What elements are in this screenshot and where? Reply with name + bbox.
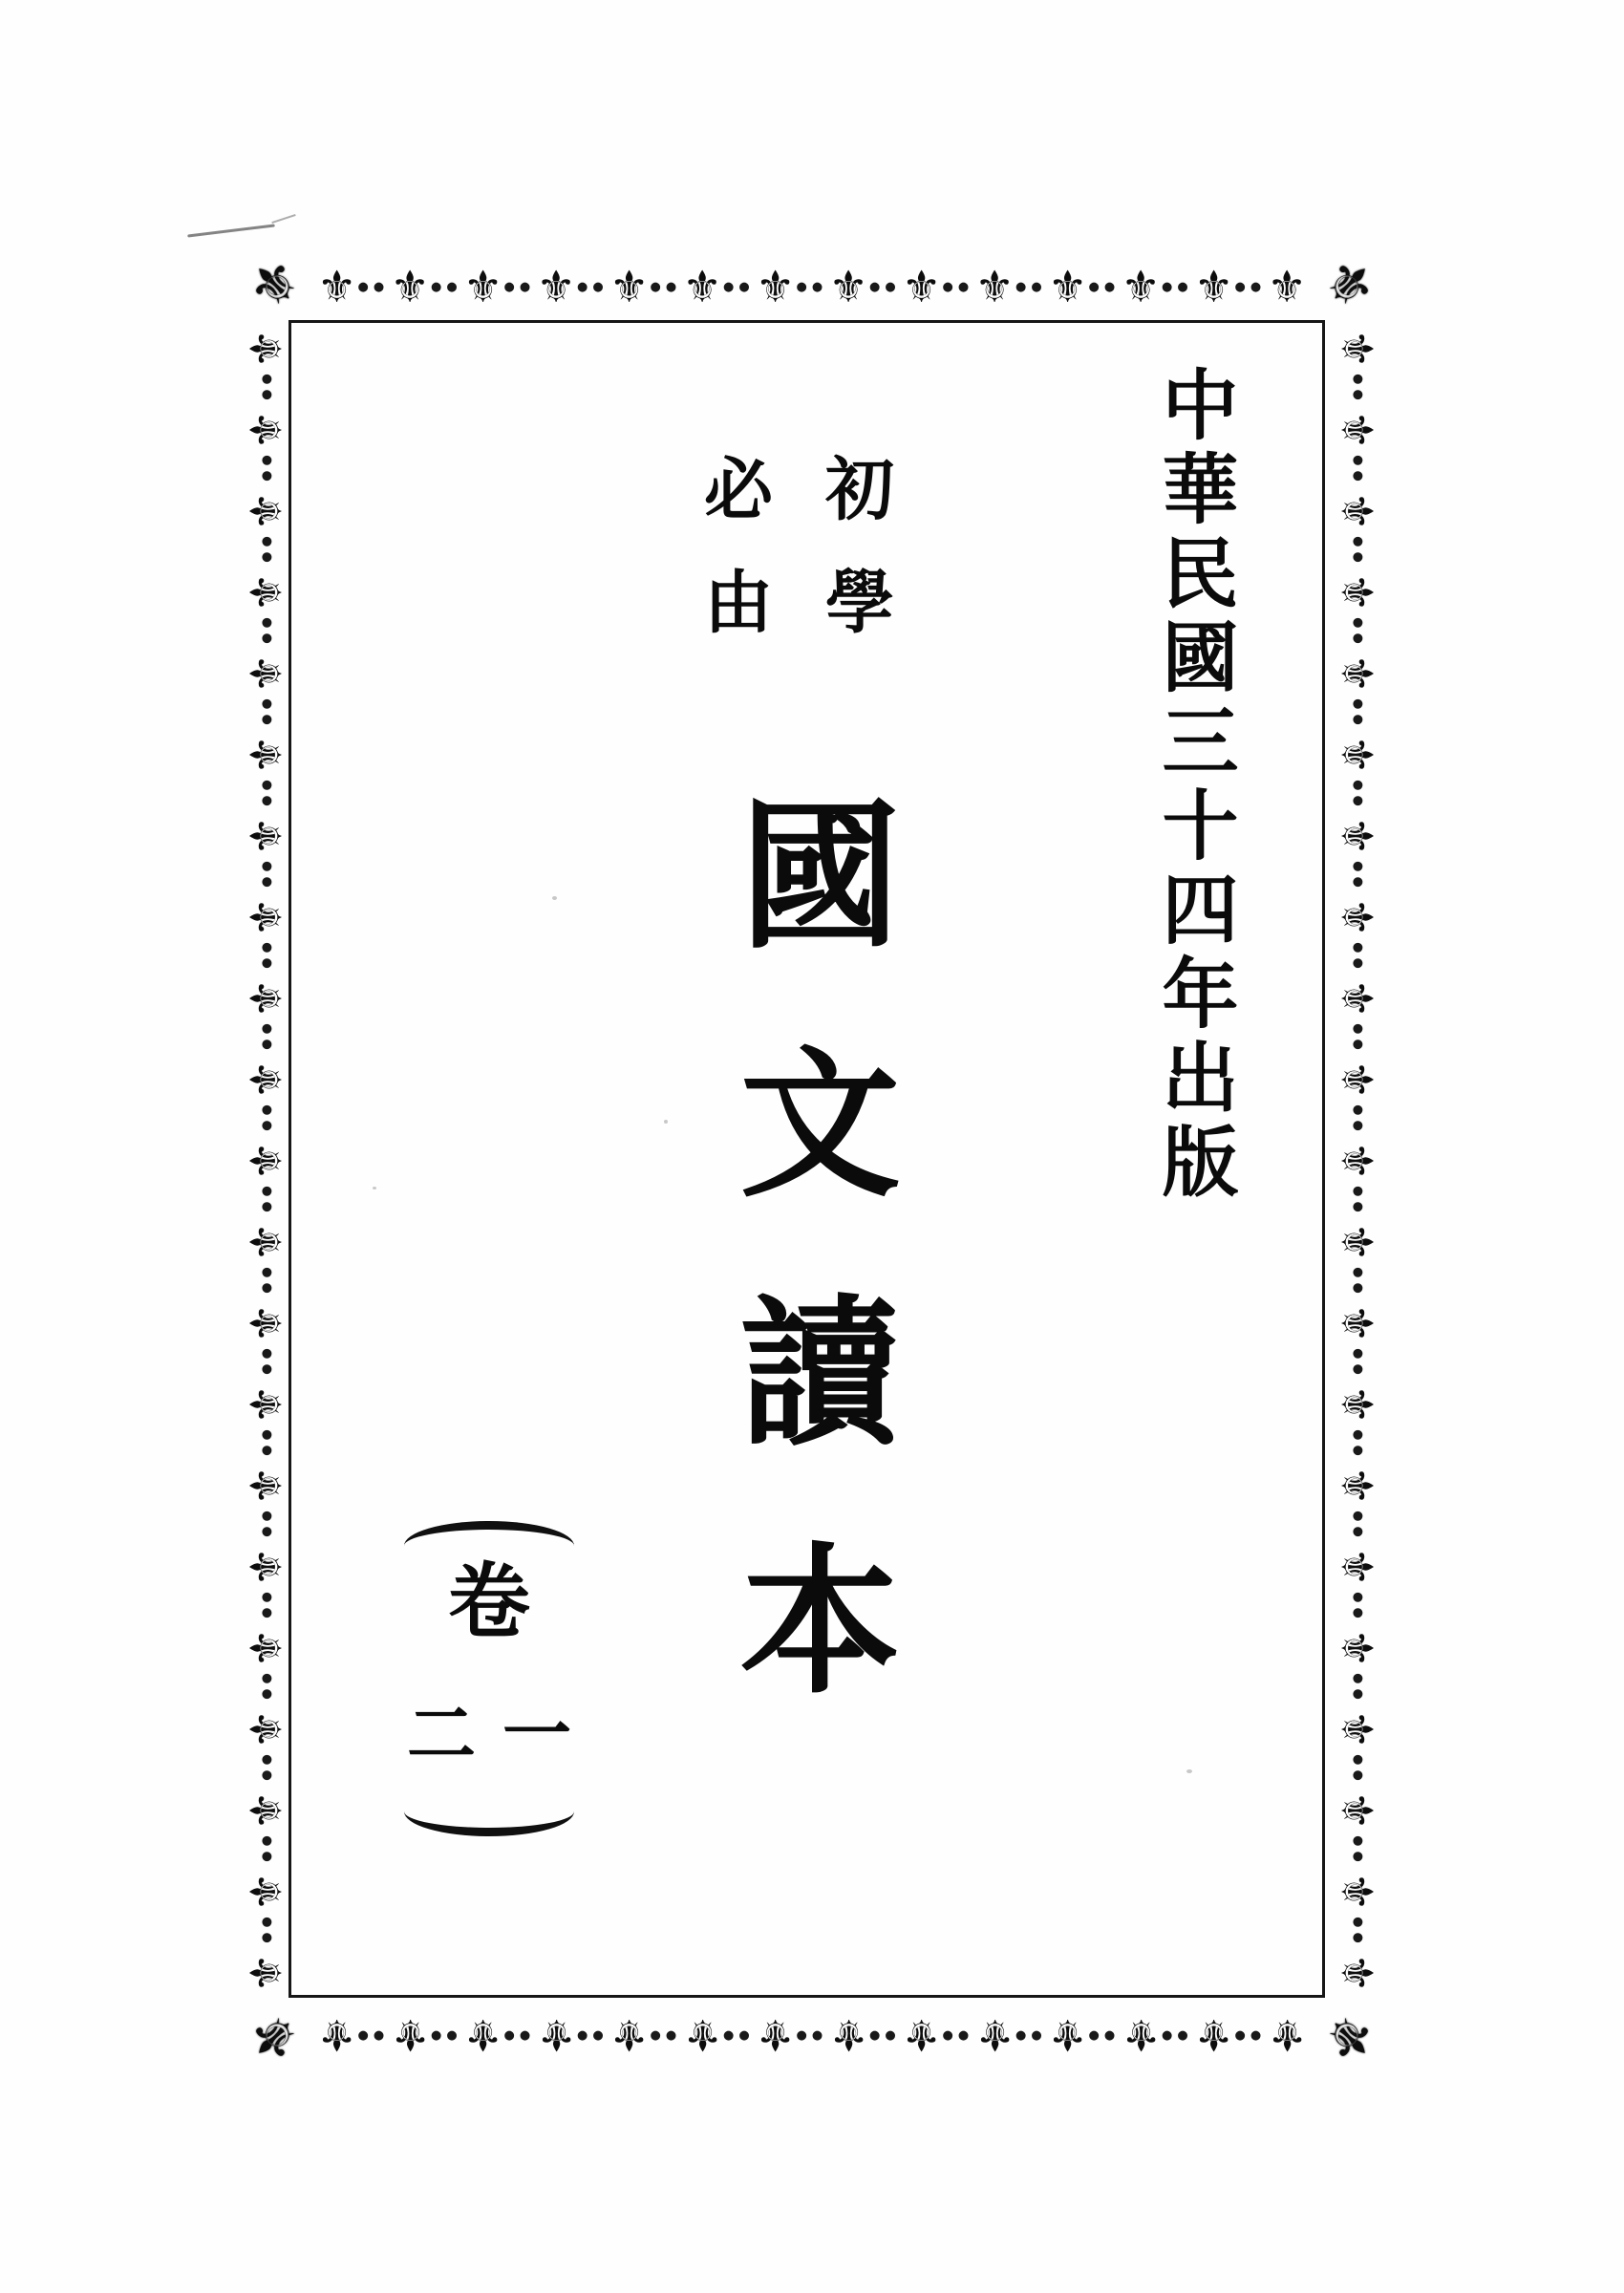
dot-pair-icon: ●● xyxy=(259,861,274,892)
dot-pair-icon: ●● xyxy=(431,279,462,294)
dot-pair-icon: ●● xyxy=(259,1104,274,1136)
dot-pair-icon: ●● xyxy=(650,279,682,294)
dot-pair-icon: ●● xyxy=(1015,2027,1047,2043)
fleur-ornament-icon: ⚜ xyxy=(1048,261,1088,312)
corner-fleur-icon: ⚜ xyxy=(1307,1995,1391,2079)
dot-pair-icon: ●● xyxy=(259,374,274,405)
dot-pair-icon: ●● xyxy=(259,1592,274,1623)
fleur-ornament-icon: ⚜ xyxy=(241,1872,292,1912)
volume-label: 卷 xyxy=(448,1554,530,1650)
fleur-ornament-icon: ⚜ xyxy=(241,1141,292,1181)
fleur-ornament-icon: ⚜ xyxy=(1332,1872,1383,1912)
dot-pair-icon: ●● xyxy=(259,1835,274,1867)
dot-pair-icon: ●● xyxy=(503,279,536,294)
fleur-ornament-icon: ⚜ xyxy=(241,1953,292,1993)
volume-number-first: 一 xyxy=(502,1693,571,1774)
dot-pair-icon: ●● xyxy=(1350,780,1365,811)
fleur-ornament-icon: ⚜ xyxy=(1332,654,1383,694)
fleur-ornament-icon: ⚜ xyxy=(241,735,292,775)
fleur-ornament-icon: ⚜ xyxy=(241,491,292,531)
fleur-ornament-icon: ⚜ xyxy=(241,1060,292,1100)
dot-pair-icon: ●● xyxy=(1350,1186,1365,1217)
dot-pair-icon: ●● xyxy=(259,1186,274,1217)
fleur-ornament-icon: ⚜ xyxy=(1332,1547,1383,1587)
fleur-ornament-icon: ⚜ xyxy=(1332,572,1383,612)
dot-pair-icon: ●● xyxy=(796,2027,828,2043)
scan-speck xyxy=(664,1120,668,1124)
fleur-ornament-icon: ⚜ xyxy=(682,2009,722,2061)
border-band-left xyxy=(241,327,292,1995)
fleur-ornament-icon: ⚜ xyxy=(1332,735,1383,775)
fleur-ornament-icon: ⚜ xyxy=(1332,1953,1383,1993)
volume-numbers xyxy=(405,1693,573,1775)
fleur-ornament-icon: ⚜ xyxy=(241,654,292,694)
fleur-ornament-icon: ⚜ xyxy=(1048,2009,1088,2061)
fleur-ornament-icon: ⚜ xyxy=(390,2009,430,2061)
fleur-ornament-icon: ⚜ xyxy=(241,1222,292,1262)
fleur-ornament-icon: ⚜ xyxy=(1194,261,1234,312)
dot-pair-icon: ●● xyxy=(1088,2027,1121,2043)
dot-pair-icon: ●● xyxy=(1350,942,1365,974)
corner-fleur-icon: ⚜ xyxy=(233,243,317,327)
dot-pair-icon: ●● xyxy=(259,942,274,974)
fleur-ornament-icon: ⚜ xyxy=(1121,261,1161,312)
fleur-ornament-icon: ⚜ xyxy=(1332,1222,1383,1262)
dot-pair-icon: ●● xyxy=(259,780,274,811)
dot-pair-icon: ●● xyxy=(259,1267,274,1298)
vertical-open-paren-icon xyxy=(404,1521,574,1546)
fleur-ornament-icon: ⚜ xyxy=(241,1303,292,1343)
dot-pair-icon: ●● xyxy=(1350,536,1365,568)
fleur-ornament-icon: ⚜ xyxy=(536,2009,576,2061)
fleur-ornament-icon: ⚜ xyxy=(241,978,292,1018)
volume-marker xyxy=(401,1521,577,1836)
corner-fleur-icon: ⚜ xyxy=(233,1995,317,2079)
dot-pair-icon: ●● xyxy=(723,279,755,294)
dot-pair-icon: ●● xyxy=(1350,1104,1365,1136)
fleur-ornament-icon: ⚜ xyxy=(241,1628,292,1668)
fleur-ornament-icon: ⚜ xyxy=(1332,816,1383,856)
fleur-ornament-icon: ⚜ xyxy=(1332,491,1383,531)
fleur-ornament-icon: ⚜ xyxy=(1332,1466,1383,1506)
fleur-ornament-icon: ⚜ xyxy=(609,2009,650,2061)
dot-pair-icon: ●● xyxy=(1350,1917,1365,1948)
dot-pair-icon: ●● xyxy=(869,279,901,294)
fleur-ornament-icon: ⚜ xyxy=(1332,978,1383,1018)
fleur-ornament-icon: ⚜ xyxy=(756,261,796,312)
dot-pair-icon: ●● xyxy=(1350,1592,1365,1623)
border-band-right xyxy=(1332,327,1383,1995)
fleur-ornament-icon: ⚜ xyxy=(241,572,292,612)
dot-pair-icon: ●● xyxy=(1350,861,1365,892)
dot-pair-icon: ●● xyxy=(259,455,274,486)
subtitle xyxy=(693,453,915,678)
fleur-ornament-icon: ⚜ xyxy=(609,261,650,312)
dot-pair-icon: ●● xyxy=(259,1917,274,1948)
fleur-ornament-icon: ⚜ xyxy=(1332,1303,1383,1343)
fleur-ornament-icon: ⚜ xyxy=(902,261,942,312)
dot-pair-icon: ●● xyxy=(723,2027,755,2043)
fleur-ornament-icon: ⚜ xyxy=(682,261,722,312)
dot-pair-icon: ●● xyxy=(650,2027,682,2043)
dot-pair-icon: ●● xyxy=(577,2027,609,2043)
fleur-ornament-icon: ⚜ xyxy=(756,2009,796,2061)
fleur-ornament-icon: ⚜ xyxy=(1267,2009,1307,2061)
dot-pair-icon: ●● xyxy=(259,1348,274,1380)
dot-pair-icon: ●● xyxy=(1350,1429,1365,1461)
dot-pair-icon: ●● xyxy=(1162,279,1193,294)
dot-pair-icon: ●● xyxy=(259,536,274,568)
dot-pair-icon: ●● xyxy=(1350,1754,1365,1786)
subtitle-column-left: 必由 xyxy=(693,453,774,678)
fleur-ornament-icon: ⚜ xyxy=(1332,1628,1383,1668)
fleur-ornament-icon: ⚜ xyxy=(1332,410,1383,450)
fleur-ornament-icon: ⚜ xyxy=(974,2009,1015,2061)
pencil-mark xyxy=(271,214,295,224)
dot-pair-icon: ●● xyxy=(259,1754,274,1786)
dot-pair-icon: ●● xyxy=(1350,1023,1365,1055)
dot-pair-icon: ●● xyxy=(942,2027,974,2043)
dot-pair-icon: ●● xyxy=(1350,1673,1365,1704)
dot-pair-icon: ●● xyxy=(1015,279,1047,294)
page-title: 國文讀本 xyxy=(714,791,903,1785)
fleur-ornament-icon: ⚜ xyxy=(1332,329,1383,369)
border-band-bottom xyxy=(317,1999,1307,2071)
subtitle-column-right: 初學 xyxy=(814,453,895,678)
dot-pair-icon: ●● xyxy=(869,2027,901,2043)
border-band-top xyxy=(317,250,1307,323)
dot-pair-icon: ●● xyxy=(1350,617,1365,649)
dot-pair-icon: ●● xyxy=(796,279,828,294)
dot-pair-icon: ●● xyxy=(1350,698,1365,730)
fleur-ornament-icon: ⚜ xyxy=(463,261,503,312)
fleur-ornament-icon: ⚜ xyxy=(317,261,357,312)
fleur-ornament-icon: ⚜ xyxy=(1267,261,1307,312)
fleur-ornament-icon: ⚜ xyxy=(1332,1141,1383,1181)
fleur-ornament-icon: ⚜ xyxy=(317,2009,357,2061)
fleur-ornament-icon: ⚜ xyxy=(241,1466,292,1506)
dot-pair-icon: ●● xyxy=(259,1673,274,1704)
fleur-ornament-icon: ⚜ xyxy=(390,261,430,312)
fleur-ornament-icon: ⚜ xyxy=(241,410,292,450)
fleur-ornament-icon: ⚜ xyxy=(241,1384,292,1425)
dot-pair-icon: ●● xyxy=(1350,455,1365,486)
dot-pair-icon: ●● xyxy=(1234,2027,1267,2043)
dot-pair-icon: ●● xyxy=(1350,1835,1365,1867)
fleur-ornament-icon: ⚜ xyxy=(902,2009,942,2061)
dot-pair-icon: ●● xyxy=(1350,1267,1365,1298)
fleur-ornament-icon: ⚜ xyxy=(828,2009,868,2061)
dot-pair-icon: ●● xyxy=(1088,279,1121,294)
dot-pair-icon: ●● xyxy=(259,1429,274,1461)
fleur-ornament-icon: ⚜ xyxy=(536,261,576,312)
vertical-close-paren-icon xyxy=(404,1811,574,1836)
dot-pair-icon: ●● xyxy=(431,2027,462,2043)
dot-pair-icon: ●● xyxy=(1162,2027,1193,2043)
fleur-ornament-icon: ⚜ xyxy=(1332,1060,1383,1100)
fleur-ornament-icon: ⚜ xyxy=(828,261,868,312)
dot-pair-icon: ●● xyxy=(1234,279,1267,294)
fleur-ornament-icon: ⚜ xyxy=(1332,1384,1383,1425)
fleur-ornament-icon: ⚜ xyxy=(241,816,292,856)
scan-speck xyxy=(1186,1769,1192,1773)
scan-speck xyxy=(373,1187,376,1189)
fleur-ornament-icon: ⚜ xyxy=(1194,2009,1234,2061)
fleur-ornament-icon: ⚜ xyxy=(241,897,292,937)
scan-speck xyxy=(552,896,557,900)
dot-pair-icon: ●● xyxy=(259,1511,274,1542)
volume-number-second: 二 xyxy=(407,1693,477,1774)
dot-pair-icon: ●● xyxy=(1350,374,1365,405)
fleur-ornament-icon: ⚜ xyxy=(974,261,1015,312)
fleur-ornament-icon: ⚜ xyxy=(463,2009,503,2061)
fleur-ornament-icon: ⚜ xyxy=(241,1547,292,1587)
dot-pair-icon: ●● xyxy=(942,279,974,294)
dot-pair-icon: ●● xyxy=(503,2027,536,2043)
dot-pair-icon: ●● xyxy=(357,2027,390,2043)
dot-pair-icon: ●● xyxy=(259,617,274,649)
fleur-ornament-icon: ⚜ xyxy=(1332,1709,1383,1749)
fleur-ornament-icon: ⚜ xyxy=(1332,897,1383,937)
pencil-mark xyxy=(187,224,275,237)
fleur-ornament-icon: ⚜ xyxy=(241,329,292,369)
publication-note: 中華民國三十四年出版 xyxy=(1149,365,1239,1206)
dot-pair-icon: ●● xyxy=(259,1023,274,1055)
fleur-ornament-icon: ⚜ xyxy=(1332,1790,1383,1831)
corner-fleur-icon: ⚜ xyxy=(1307,243,1391,327)
dot-pair-icon: ●● xyxy=(1350,1348,1365,1380)
dot-pair-icon: ●● xyxy=(1350,1511,1365,1542)
fleur-ornament-icon: ⚜ xyxy=(241,1790,292,1831)
dot-pair-icon: ●● xyxy=(357,279,390,294)
dot-pair-icon: ●● xyxy=(577,279,609,294)
fleur-ornament-icon: ⚜ xyxy=(241,1709,292,1749)
fleur-ornament-icon: ⚜ xyxy=(1121,2009,1161,2061)
dot-pair-icon: ●● xyxy=(259,698,274,730)
